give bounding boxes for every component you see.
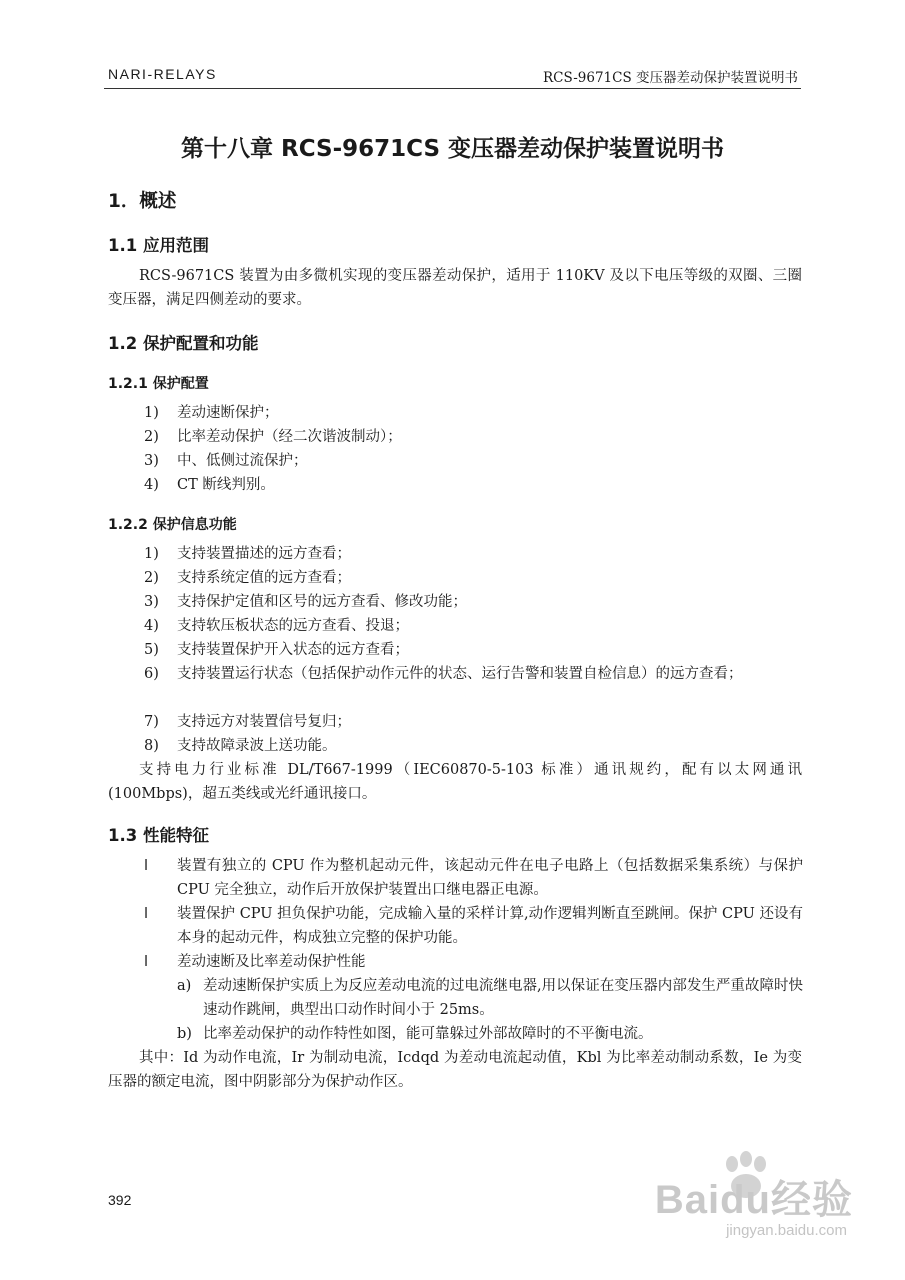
list-item-text: 支持装置描述的远方查看； xyxy=(177,546,351,562)
sub-list-text: 比率差动保护的动作特性如图，能可靠躲过外部故障时的不平衡电流。 xyxy=(203,1026,653,1042)
sub-list-number: b) xyxy=(177,1026,192,1042)
list-item-text: 支持故障录波上送功能。 xyxy=(177,738,337,754)
page-number: 392 xyxy=(108,1192,132,1208)
list-item-number: 6) xyxy=(144,666,159,682)
list-item-number: 1) xyxy=(144,546,159,562)
list-item-text: 中、低侧过流保护； xyxy=(177,453,308,469)
section-1-1-text: RCS-9671CS 装置为由多微机实现的变压器差动保护，适用于 110KV 及以下电压等级的双圈、三圈变压器，满足四侧差动的要求。 xyxy=(108,268,802,308)
list-item-text: 差动速断保护； xyxy=(177,405,279,421)
list-item-number: 8) xyxy=(144,738,159,754)
section-1-3-heading: 1.3 性能特征 xyxy=(108,826,209,845)
bullet-text: 装置有独立的 CPU 作为整机起动元件，该起动元件在电子电路上（包括数据采集系统）与保护 CPU 完全独立，动作后开放保护装置出口继电器正电源。 xyxy=(177,858,803,898)
chapter-title: 第十八章 RCS-9671CS 变压器差动保护装置说明书 xyxy=(180,136,725,162)
header-divider xyxy=(104,88,801,89)
bullet-marker: l xyxy=(144,906,149,922)
list-item-number: 3) xyxy=(144,453,159,469)
list-item-text: CT 断线判别。 xyxy=(177,477,275,493)
bullet-text: 装置保护 CPU 担负保护功能，完成输入量的采样计算,动作逻辑判断直至跳闸。保护 CPU 还设有本身的起动元件，构成独立完整的保护功能。 xyxy=(177,906,803,946)
list-item-number: 5) xyxy=(144,642,159,658)
list-item-number: 2) xyxy=(144,429,159,445)
bullet-marker: l xyxy=(144,858,149,874)
watermark-url: jingyan.baidu.com xyxy=(726,1222,847,1239)
list-item-number: 7) xyxy=(144,714,159,730)
list-item-number: 4) xyxy=(144,477,159,493)
section-1-2-2-heading: 1.2.2 保护信息功能 xyxy=(108,517,237,533)
section-1-1-heading: 1.1 应用范围 xyxy=(108,236,209,255)
list-item-text: 支持保护定值和区号的远方查看、修改功能； xyxy=(177,594,467,610)
bullet-text: 差动速断及比率差动保护性能 xyxy=(177,954,366,970)
list-item-number: 4) xyxy=(144,618,159,634)
list-item-text: 支持软压板状态的远方查看、投退； xyxy=(177,618,409,634)
list-item-text: 支持系统定值的远方查看； xyxy=(177,570,351,586)
list-item-number: 3) xyxy=(144,594,159,610)
list-item-text: 支持远方对装置信号复归； xyxy=(177,714,351,730)
header-doc-title: RCS-9671CS 变压器差动保护装置说明书 xyxy=(542,70,798,86)
section-1-2-heading: 1.2 保护配置和功能 xyxy=(108,334,259,353)
bullet-marker: l xyxy=(144,954,149,970)
sub-list-number: a) xyxy=(177,978,192,994)
sub-list-text: 差动速断保护实质上为反应差动电流的过电流继电器,用以保证在变压器内部发生严重故障时快速动作跳闸，典型出口动作时间小于 25ms。 xyxy=(203,978,803,1018)
section-1-heading: 1．概述 xyxy=(108,191,177,212)
list-item-text: 支持装置保护开入状态的远方查看； xyxy=(177,642,409,658)
list-item-number: 1) xyxy=(144,405,159,421)
list-item-text: 比率差动保护（经二次谐波制动）； xyxy=(177,429,402,445)
symbol-note: 其中：Id 为动作电流，Ir 为制动电流，Icdqd 为差动电流起动值，Kbl 为比率差动制动系数，Ie 为变压器的额定电流，图中阴影部分为保护动作区。 xyxy=(108,1050,802,1090)
list-item-number: 2) xyxy=(144,570,159,586)
watermark-logo: Baidu经验 xyxy=(654,1178,853,1222)
list-item-text: 支持装置运行状态（包括保护动作元件的状态、运行告警和装置自检信息）的远方查看； xyxy=(177,666,743,682)
header-brand: NARI-RELAYS xyxy=(108,66,217,82)
protocol-text: 支持电力行业标准 DL/T667-1999（IEC60870-5-103 标准）通讯规约，配有以太网通讯(100Mbps)，超五类线或光纤通讯接口。 xyxy=(108,762,802,802)
section-1-2-1-heading: 1.2.1 保护配置 xyxy=(108,376,209,392)
